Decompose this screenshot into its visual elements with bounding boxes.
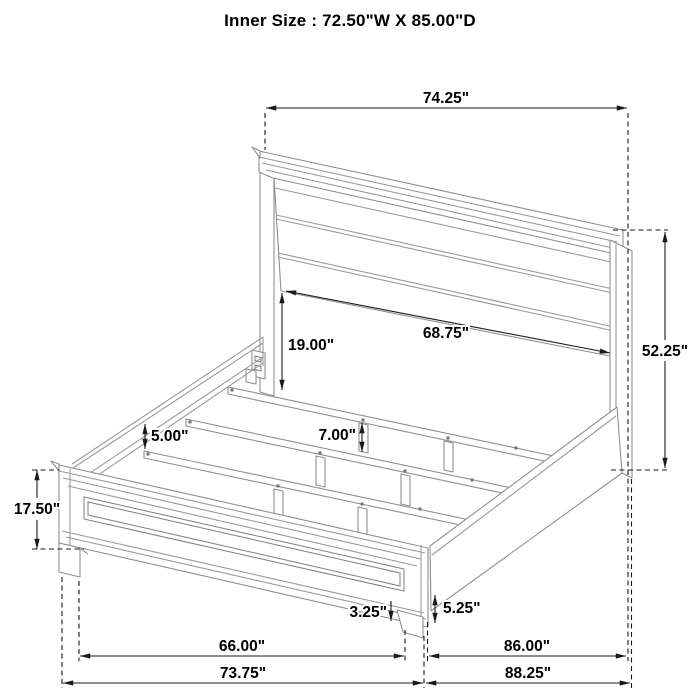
dim-side-rail-length	[429, 638, 626, 656]
dim-label-5-25: 5.25"	[443, 600, 481, 617]
dim-label-17-50: 17.50"	[13, 501, 61, 518]
dim-label-52-25: 52.25"	[641, 343, 689, 360]
dim-overall-depth	[426, 665, 630, 683]
headboard	[252, 147, 632, 478]
dim-label-86-00: 86.00"	[503, 638, 551, 655]
dim-side-rail-board-height	[145, 424, 189, 449]
dim-label-66-00: 66.00"	[218, 638, 266, 655]
footboard-left-leg	[59, 543, 80, 577]
dim-label-68-75: 68.75"	[422, 325, 470, 342]
dim-label-7-00: 7.00"	[318, 427, 356, 444]
dim-label-73-75: 73.75"	[219, 665, 267, 682]
dim-label-5-00: 5.00"	[151, 428, 189, 445]
dim-headboard-height	[642, 232, 688, 468]
dim-label-74-25: 74.25"	[422, 90, 470, 107]
bed-drawing	[51, 147, 632, 638]
left-side-rail	[70, 337, 263, 486]
dim-center-support-height	[318, 423, 362, 452]
dim-headboard-overall-width	[266, 90, 627, 108]
slat	[228, 387, 596, 472]
dim-footboard-leg-height	[349, 601, 391, 621]
dim-label-88-25: 88.25"	[504, 665, 552, 682]
page-title: Inner Size : 72.50"W X 85.00"D	[224, 11, 476, 30]
dim-footboard-height	[14, 470, 60, 549]
dim-label-3-25: 3.25"	[349, 604, 387, 621]
dim-footboard-leg-span	[80, 638, 404, 656]
dim-footboard-overall-width	[63, 665, 423, 683]
dim-headboard-panel-to-rail	[282, 293, 334, 390]
dim-label-19-00: 19.00"	[288, 337, 335, 354]
